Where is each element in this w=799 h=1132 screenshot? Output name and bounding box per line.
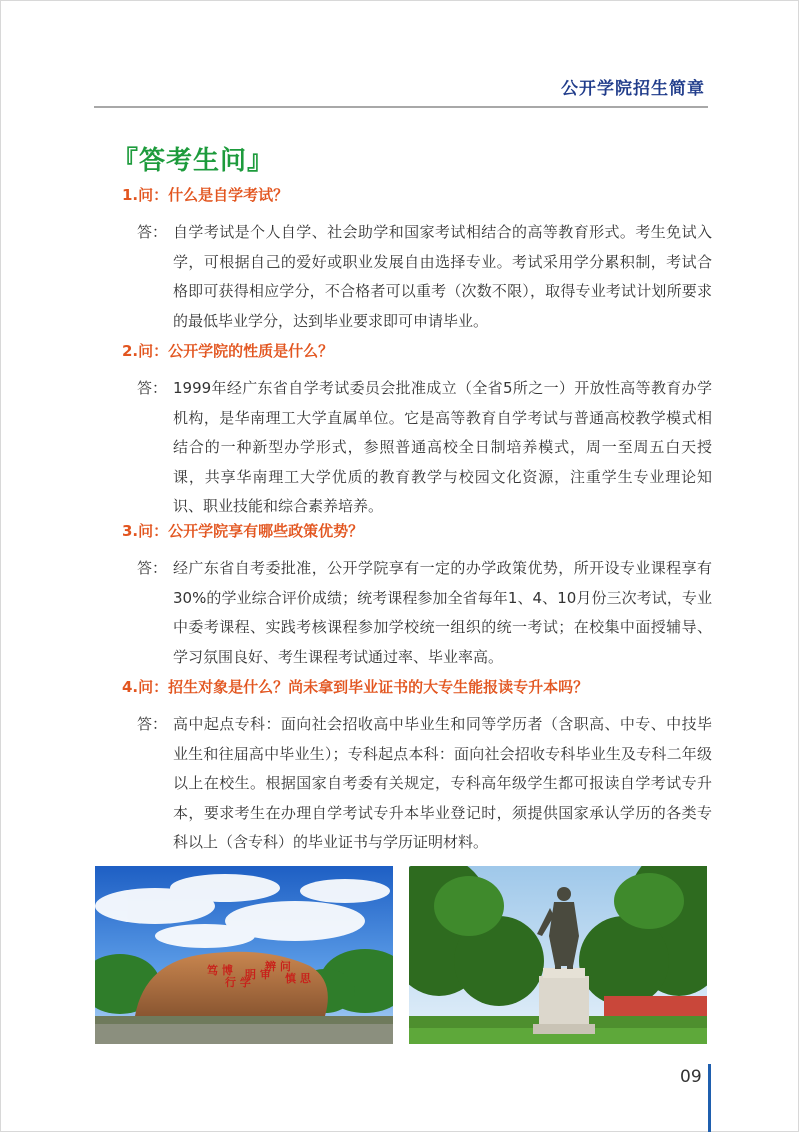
svg-text:行 学: 行 学	[225, 976, 251, 989]
question-2: 2.问：公开学院的性质是什么？	[122, 342, 334, 360]
answer-label: 答：	[137, 715, 168, 733]
section-title: 『答考生问』	[112, 146, 275, 176]
answer-text-1: 自学考试是个人自学、社会助学和国家考试相结合的高等教育形式。考生免试入学，可根据自己的爱好或职业发展自由选择专业。考试采用学分累积制，考试合格即可获得相应学分，不合格者可以重考（次数不限），取得专业考试计划所要求的最低毕业学分，达到毕业要求即可申请毕业。	[173, 223, 712, 330]
campus-statue-photo	[409, 866, 707, 1044]
running-header-title: 公开学院招生简章	[561, 79, 705, 99]
answer-4	[137, 710, 712, 858]
page-number: 09	[680, 1067, 702, 1087]
question-3: 3.问：公开学院享有哪些政策优势？	[122, 522, 364, 540]
svg-text:笃 博: 笃 博	[207, 964, 233, 977]
question-4: 4.问：招生对象是什么？尚未拿到毕业证书的大专生能报读专升本吗？	[122, 678, 589, 696]
svg-text:慎 思: 慎 思	[285, 972, 311, 985]
svg-text:辨 问: 辨 问	[265, 960, 291, 973]
qa-item-3	[122, 520, 712, 672]
qa-item-2	[122, 340, 712, 522]
answer-label: 答：	[137, 379, 168, 397]
question-1: 1.问：什么是自学考试？	[122, 186, 289, 204]
answer-label: 答：	[137, 559, 168, 577]
qa-item-1	[122, 184, 712, 336]
campus-rock-photo	[95, 866, 393, 1044]
qa-item-4	[122, 676, 712, 858]
page-number-bar	[708, 1064, 711, 1132]
answer-3	[137, 554, 712, 672]
answer-text-3: 经广东省自考委批准，公开学院享有一定的办学政策优势，所开设专业课程享有30%的学业综合评价成绩；统考课程参加全省每年1、4、10月份三次考试，专业中委考课程、实践考核课程参加学校统一组织的统一考试；在校集中面授辅导、学习氛围良好、考生课程考试通过率、毕业率高。	[173, 559, 712, 666]
answer-text-4: 高中起点专科：面向社会招收高中毕业生和同等学历者（含职高、中专、中技毕业生和往届高中毕业生）；专科起点本科：面向社会招收专科毕业生及专科二年级以上在校生。根据国家自考委有关规定，专科高年级学生都可报读自学考试专升本，要求考生在办理自学考试专升本毕业登记时，须提供国家承认学历的各类专科以上（含专科）的毕业证书与学历证明材料。	[173, 715, 712, 851]
svg-text:明 审: 明 审	[245, 968, 271, 981]
answer-text-2: 1999年经广东省自学考试委员会批准成立（全省5所之一）开放性高等教育办学机构，是华南理工大学直属单位。它是高等教育自学考试与普通高校教学模式相结合的一种新型办学形式，参照普通高校全日制培养模式，周一至周五白天授课，共享华南理工大学优质的教育教学与校园文化资源，注重学生专业理论知识、职业技能和综合素养培养。	[173, 379, 712, 515]
answer-1	[137, 218, 712, 336]
answer-2	[137, 374, 712, 522]
answer-label: 答：	[137, 223, 168, 241]
header-divider	[94, 106, 708, 108]
